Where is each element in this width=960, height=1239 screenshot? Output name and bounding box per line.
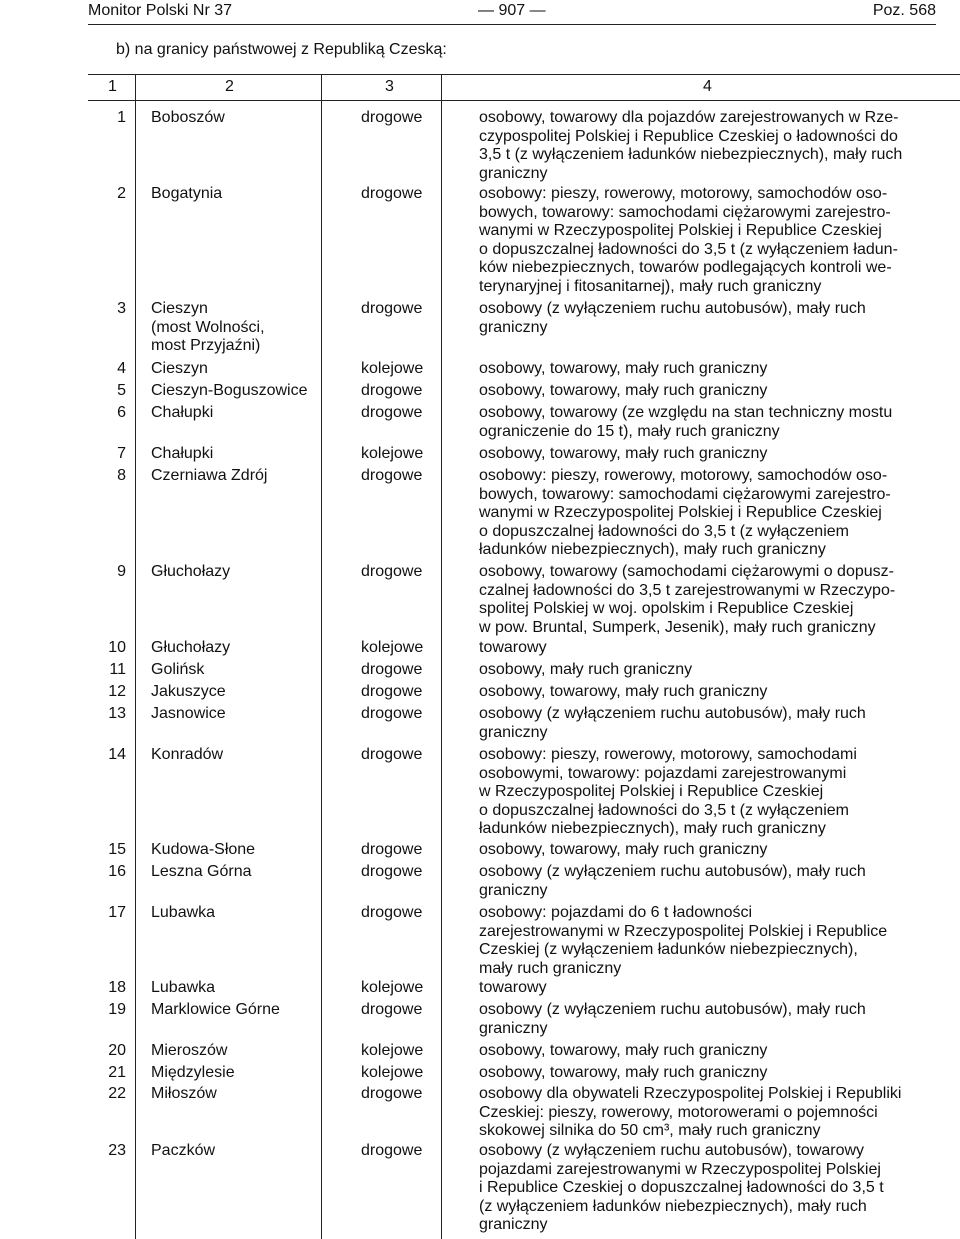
traffic-description-line: graniczny: [479, 1019, 548, 1037]
crossing-name-line: Międzylesie: [151, 1064, 235, 1081]
column-header-1: 1: [108, 78, 117, 95]
traffic-description: [479, 563, 895, 637]
traffic-description: [479, 382, 767, 401]
traffic-description-line: osobowy, towarowy (samochodami ciężarowymi o dopusz-: [479, 563, 894, 580]
crossing-type: drogowe: [361, 705, 423, 722]
section-heading: b) na granicy państwowej z Republiką Czeską:: [116, 41, 447, 58]
row-number: 10: [108, 639, 126, 656]
traffic-description-line: osobowy, towarowy, mały ruch graniczny: [479, 360, 768, 377]
traffic-description-line: czalnej ładowności do 3,5 t zarejestrowanymi w Rzeczypo-: [479, 581, 896, 599]
traffic-description-line: osobowy, mały ruch graniczny: [479, 661, 693, 678]
traffic-description-line: 3,5 t (z wyłączeniem ładunków niebezpiecznych), mały ruch: [479, 146, 903, 163]
traffic-description-line: zarejestrowanymi w Rzeczypospolitej Polskiej i Republice: [479, 922, 888, 940]
crossing-name-line: Chałupki: [151, 445, 214, 462]
row-number: 9: [117, 563, 126, 580]
traffic-description-line: wanymi w Rzeczypospolitej Polskiej i Republice Czeskiej: [479, 504, 882, 521]
crossing-type: kolejowe: [361, 639, 424, 656]
crossing-type: kolejowe: [361, 360, 424, 377]
row-number: 1: [117, 109, 126, 126]
crossing-name: [151, 109, 225, 128]
traffic-description-line: bowych, towarowy: samochodami ciężarowymi zarejestro-: [479, 203, 891, 221]
column-header-4: 4: [703, 78, 712, 95]
traffic-description-line: Czeskiej: pieszy, rowerowy, motorowerami o pojemności: [479, 1103, 878, 1121]
row-number: 15: [108, 841, 126, 858]
crossing-name: [151, 563, 230, 582]
traffic-description-line: (z wyłączeniem ładunków niebezpiecznych), mały ruch: [479, 1197, 867, 1215]
traffic-description-line: bowych, towarowy: samochodami ciężarowymi zarejestro-: [479, 485, 891, 503]
row-number: 18: [108, 979, 126, 996]
crossing-name-line: Lubawka: [151, 904, 216, 921]
traffic-description-line: osobowy, towarowy, mały ruch graniczny: [479, 1064, 768, 1081]
row-number: 12: [108, 683, 126, 700]
crossing-name-line: (most Wolności,: [151, 318, 265, 336]
crossing-type: drogowe: [361, 1085, 423, 1102]
crossing-name-line: Konradów: [151, 746, 224, 763]
traffic-description-line: wanymi w Rzeczypospolitej Polskiej i Republice Czeskiej: [479, 222, 882, 239]
crossing-name: [151, 1142, 215, 1161]
traffic-description-line: osobowy (z wyłączeniem ruchu autobusów), towarowy: [479, 1142, 865, 1159]
traffic-description-line: osobowy, towarowy (ze względu na stan techniczny mostu: [479, 404, 893, 421]
crossing-type: drogowe: [361, 904, 423, 921]
traffic-description: [479, 467, 891, 560]
row-number: 19: [108, 1001, 126, 1018]
traffic-description-line: osobowy, towarowy, mały ruch graniczny: [479, 1042, 768, 1059]
crossing-type: drogowe: [361, 863, 423, 880]
traffic-description-line: spolitej Polskiej w woj. opolskim i Republice Czeskiej: [479, 600, 854, 617]
traffic-description-line: o dopuszczalnej ładowności do 3,5 t (z wyłączeniem: [479, 801, 849, 819]
crossing-name: [151, 979, 215, 998]
crossing-type: kolejowe: [361, 1042, 424, 1059]
crossing-type: drogowe: [361, 467, 423, 484]
table-header-rule: [88, 100, 960, 101]
traffic-description-line: pojazdami zarejestrowanymi w Rzeczypospolitej Polskiej: [479, 1160, 881, 1178]
traffic-description-line: i Republice Czeskiej o dopuszczalnej ładowności do 3,5 t: [479, 1179, 884, 1196]
traffic-description-line: graniczny: [479, 318, 548, 336]
traffic-description-line: o dopuszczalnej ładowności do 3,5 t (z wyłączeniem ładun-: [479, 240, 898, 258]
crossing-name: [151, 445, 213, 464]
traffic-description-line: osobowy (z wyłączeniem ruchu autobusów), mały ruch: [479, 300, 866, 317]
crossing-name-line: Głuchołazy: [151, 563, 231, 580]
traffic-description: [479, 661, 692, 680]
row-number: 3: [117, 300, 126, 317]
crossing-type: drogowe: [361, 1142, 423, 1159]
crossing-name-line: Bogatynia: [151, 185, 223, 202]
crossing-name-line: Marklowice Górne: [151, 1001, 280, 1018]
crossing-type: drogowe: [361, 404, 423, 421]
traffic-description-line: w pow. Bruntal, Sumperk, Jesenik), mały ruch graniczny: [479, 618, 876, 636]
traffic-description: [479, 705, 866, 742]
traffic-description-line: czypospolitej Polskiej i Republice Czeskiej o ładowności do: [479, 127, 898, 145]
crossing-name-line: Mieroszów: [151, 1042, 228, 1059]
crossing-type: drogowe: [361, 563, 423, 580]
traffic-description-line: towarowy: [479, 639, 547, 656]
column-divider: [135, 74, 136, 1239]
crossing-name: [151, 705, 226, 724]
traffic-description: [479, 1064, 767, 1083]
traffic-description-line: osobowymi, towarowy: pojazdami zarejestrowanymi: [479, 764, 847, 782]
crossing-type: drogowe: [361, 841, 423, 858]
column-divider: [441, 74, 442, 1239]
traffic-description: [479, 185, 898, 296]
row-number: 14: [108, 746, 126, 763]
crossing-name-line: Głuchołazy: [151, 639, 231, 656]
crossing-type: drogowe: [361, 1001, 423, 1018]
crossing-name-line: Jakuszyce: [151, 683, 226, 700]
traffic-description-line: graniczny: [479, 723, 548, 741]
crossing-type: drogowe: [361, 382, 423, 399]
row-number: 7: [117, 445, 126, 462]
row-number: 23: [108, 1142, 126, 1159]
traffic-description-line: osobowy: pieszy, rowerowy, motorowy, samochodów oso-: [479, 185, 888, 202]
traffic-description-line: graniczny: [479, 1216, 548, 1233]
crossing-name: [151, 1001, 280, 1020]
traffic-description: [479, 683, 767, 702]
traffic-description-line: osobowy (z wyłączeniem ruchu autobusów), mały ruch: [479, 863, 866, 880]
crossing-type: drogowe: [361, 661, 423, 678]
table-top-rule: [88, 74, 960, 75]
crossing-name-line: Jasnowice: [151, 705, 226, 722]
crossing-name: [151, 382, 308, 401]
traffic-description: [479, 639, 547, 658]
position-number: Poz. 568: [872, 2, 936, 19]
column-header-2: 2: [225, 78, 234, 95]
traffic-description: [479, 904, 887, 978]
traffic-description-line: osobowy: pojazdami do 6 t ładowności: [479, 904, 753, 921]
crossing-name: [151, 1042, 227, 1061]
crossing-name-line: Leszna Górna: [151, 863, 252, 880]
traffic-description: [479, 445, 767, 464]
crossing-name-line: Cieszyn-Boguszowice: [151, 382, 308, 399]
traffic-description-line: ładunków niebezpiecznych), mały ruch graniczny: [479, 541, 826, 558]
traffic-description-line: osobowy, towarowy dla pojazdów zarejestrowanych w Rze-: [479, 109, 899, 126]
crossing-name: [151, 404, 213, 423]
traffic-description: [479, 1142, 884, 1235]
traffic-description-line: ograniczenie do 15 t), mały ruch graniczny: [479, 422, 780, 440]
traffic-description: [479, 404, 892, 441]
traffic-description-line: w Rzeczypospolitej Polskiej i Republice Czeskiej: [479, 783, 824, 800]
crossing-type: kolejowe: [361, 1064, 424, 1081]
crossing-name-line: Golińsk: [151, 661, 205, 678]
crossing-type: drogowe: [361, 746, 423, 763]
traffic-description: [479, 979, 547, 998]
journal-title: Monitor Polski Nr 37: [88, 2, 233, 19]
traffic-description-line: osobowy, towarowy, mały ruch graniczny: [479, 841, 768, 858]
row-number: 16: [108, 863, 126, 880]
traffic-description-line: ków niebezpiecznych, towarów podlegających kontroli we-: [479, 259, 892, 276]
traffic-description-line: towarowy: [479, 979, 547, 996]
crossing-name: [151, 863, 252, 882]
traffic-description-line: skokowej silnika do 50 cm³, mały ruch graniczny: [479, 1122, 821, 1139]
crossing-name-line: Miłoszów: [151, 1085, 217, 1102]
crossing-name: [151, 185, 222, 204]
traffic-description-line: Czeskiej (z wyłączeniem ładunków niebezpiecznych),: [479, 941, 858, 958]
traffic-description: [479, 1042, 767, 1061]
row-number: 6: [117, 404, 126, 421]
traffic-description-line: terynaryjnej i fitosanitarnej), mały ruch graniczny: [479, 277, 822, 295]
crossing-name: [151, 467, 267, 486]
traffic-description-line: osobowy, towarowy, mały ruch graniczny: [479, 382, 768, 399]
row-number: 13: [108, 705, 126, 722]
traffic-description: [479, 863, 866, 900]
traffic-description: [479, 841, 767, 860]
crossing-name: [151, 904, 215, 923]
crossing-name-line: Cieszyn: [151, 300, 208, 317]
traffic-description-line: osobowy: pieszy, rowerowy, motorowy, samochodami: [479, 746, 857, 763]
row-number: 20: [108, 1042, 126, 1059]
crossing-type: drogowe: [361, 185, 423, 202]
row-number: 17: [108, 904, 126, 921]
crossing-name: [151, 1064, 235, 1083]
traffic-description-line: osobowy dla obywateli Rzeczypospolitej Polskiej i Republiki: [479, 1085, 902, 1102]
page-number: — 907 —: [478, 2, 546, 19]
traffic-description: [479, 1085, 901, 1141]
traffic-description-line: osobowy (z wyłączeniem ruchu autobusów), mały ruch: [479, 1001, 866, 1018]
traffic-description: [479, 109, 902, 183]
crossing-type: drogowe: [361, 300, 423, 317]
row-number: 21: [108, 1064, 126, 1081]
crossing-name: [151, 1085, 217, 1104]
traffic-description: [479, 300, 866, 337]
crossing-name: [151, 746, 223, 765]
traffic-description: [479, 746, 857, 839]
crossing-name-line: Chałupki: [151, 404, 214, 421]
crossing-name-line: Kudowa-Słone: [151, 841, 256, 858]
crossing-name: [151, 841, 255, 860]
traffic-description-line: osobowy, towarowy, mały ruch graniczny: [479, 445, 768, 462]
crossing-name-line: Lubawka: [151, 979, 216, 996]
row-number: 11: [109, 661, 126, 678]
crossing-type: drogowe: [361, 683, 423, 700]
crossing-name-line: Cieszyn: [151, 360, 208, 377]
traffic-description-line: graniczny: [479, 881, 548, 899]
crossing-name: [151, 683, 226, 702]
crossing-name-line: Czerniawa Zdrój: [151, 467, 268, 484]
traffic-description-line: mały ruch graniczny: [479, 959, 622, 977]
traffic-description-line: graniczny: [479, 164, 548, 182]
crossing-name: [151, 661, 204, 680]
row-number: 22: [108, 1085, 126, 1102]
row-number: 2: [117, 185, 126, 202]
crossing-name-line: Paczków: [151, 1142, 216, 1159]
crossing-name: [151, 300, 265, 356]
traffic-description: [479, 1001, 866, 1038]
crossing-type: kolejowe: [361, 445, 424, 462]
traffic-description-line: osobowy: pieszy, rowerowy, motorowy, samochodów oso-: [479, 467, 888, 484]
traffic-description-line: ładunków niebezpiecznych), mały ruch graniczny: [479, 820, 826, 837]
traffic-description-line: osobowy, towarowy, mały ruch graniczny: [479, 683, 768, 700]
crossing-name: [151, 639, 230, 658]
column-header-3: 3: [385, 78, 394, 95]
traffic-description-line: osobowy (z wyłączeniem ruchu autobusów), mały ruch: [479, 705, 866, 722]
border-crossings-table: [88, 74, 960, 1239]
traffic-description-line: o dopuszczalnej ładowności do 3,5 t (z wyłączeniem: [479, 522, 849, 540]
crossing-type: drogowe: [361, 109, 423, 126]
row-number: 4: [117, 360, 126, 377]
page-header: [88, 0, 936, 25]
crossing-name-line: most Przyjaźni): [151, 337, 261, 354]
row-number: 8: [117, 467, 126, 484]
traffic-description: [479, 360, 767, 379]
crossing-type: kolejowe: [361, 979, 424, 996]
crossing-name: [151, 360, 208, 379]
column-divider: [321, 74, 322, 1239]
crossing-name-line: Boboszów: [151, 109, 225, 126]
row-number: 5: [117, 382, 126, 399]
